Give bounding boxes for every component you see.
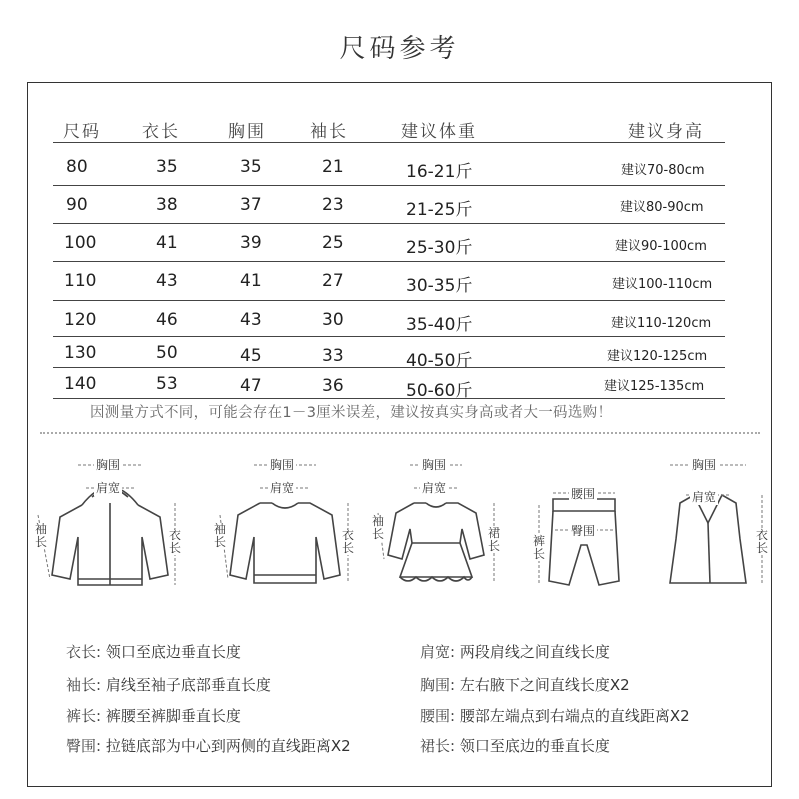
cell-height: 建议100-110cm	[612, 277, 713, 292]
cell-height: 建议110-120cm	[611, 316, 712, 331]
definition-desc: 肩线至袖子底部垂直长度	[105, 676, 271, 694]
sleeve-label: 袖长	[34, 522, 47, 549]
row-rule	[53, 336, 725, 337]
cell-size: 140	[64, 374, 97, 394]
cell-size: 120	[64, 310, 97, 330]
cell-length: 53	[156, 374, 178, 394]
shoulder-label: 肩宽	[270, 481, 295, 495]
definition-term: 臀围:	[66, 737, 102, 755]
cell-weight: 50-60斤	[406, 381, 473, 401]
definition-term: 腰围:	[420, 707, 456, 725]
definition-term: 肩宽:	[420, 643, 456, 661]
page-title: 尺码参考	[339, 34, 460, 64]
header-height: 建议身高	[628, 122, 704, 142]
cell-size: 130	[64, 343, 97, 363]
dress-figure	[370, 455, 510, 595]
row-rule	[53, 223, 725, 224]
cell-size: 100	[64, 233, 97, 253]
cell-length: 50	[156, 343, 178, 363]
cell-length: 43	[156, 271, 178, 291]
row-rule	[53, 261, 725, 262]
cell-weight: 21-25斤	[406, 200, 473, 220]
vest-illustration	[650, 455, 780, 595]
chest-label: 胸围	[422, 458, 447, 472]
length-label: 裤长	[532, 534, 545, 561]
row-rule	[53, 300, 725, 301]
chest-label: 胸围	[692, 458, 717, 472]
definition-item	[420, 705, 690, 726]
dotted-divider	[40, 432, 760, 434]
definition-desc: 拉链底部为中心到两侧的直线距离X2	[105, 737, 351, 755]
cell-chest: 47	[240, 376, 262, 396]
shoulder-label: 肩宽	[96, 481, 121, 495]
shoulder-label: 肩宽	[692, 490, 717, 504]
cell-length: 35	[156, 157, 178, 177]
definition-term: 衣长:	[66, 643, 102, 661]
definition-item	[420, 674, 630, 695]
cell-height: 建议70-80cm	[621, 163, 705, 178]
chest-label: 胸围	[96, 458, 121, 472]
cell-chest: 41	[240, 271, 262, 291]
jacket-illustration	[30, 455, 190, 595]
row-rule	[53, 367, 725, 368]
vest-figure	[650, 455, 780, 595]
sleeve-label: 袖长	[371, 514, 384, 541]
header-weight: 建议体重	[401, 122, 477, 142]
definition-item	[420, 735, 610, 756]
cell-weight: 16-21斤	[406, 162, 473, 182]
definition-term: 胸围:	[420, 676, 456, 694]
cell-sleeve: 21	[322, 157, 344, 177]
cell-sleeve: 25	[322, 233, 344, 253]
sweater-illustration	[210, 455, 360, 595]
definition-desc: 领口至底边垂直长度	[105, 643, 241, 661]
sweater-figure	[210, 455, 360, 595]
cell-height: 建议80-90cm	[620, 200, 704, 215]
waist-label: 腰围	[571, 487, 596, 501]
cell-chest: 43	[240, 310, 262, 330]
cell-height: 建议125-135cm	[604, 379, 705, 394]
cell-sleeve: 30	[322, 310, 344, 330]
definition-desc: 领口至底边的垂直长度	[459, 737, 610, 755]
header-chest: 胸围	[228, 122, 266, 142]
header-length: 衣长	[142, 122, 180, 142]
row-rule	[53, 185, 725, 186]
length-label: 衣长	[755, 528, 768, 555]
cell-sleeve: 23	[322, 195, 344, 215]
definition-term: 裙长:	[420, 737, 456, 755]
shoulder-label: 肩宽	[422, 481, 447, 495]
cell-chest: 35	[240, 157, 262, 177]
definition-item	[66, 735, 351, 756]
length-label: 裙长	[487, 526, 500, 553]
cell-size: 90	[66, 195, 88, 215]
cell-weight: 30-35斤	[406, 276, 473, 296]
dress-illustration	[370, 455, 510, 595]
cell-chest: 39	[240, 233, 262, 253]
definition-desc: 裤腰至裤脚垂直长度	[105, 707, 241, 725]
cell-sleeve: 33	[322, 346, 344, 366]
length-label: 衣长	[168, 528, 181, 555]
cell-length: 41	[156, 233, 178, 253]
cell-height: 建议90-100cm	[615, 239, 707, 254]
cell-size: 110	[64, 271, 97, 291]
cell-size: 80	[66, 157, 88, 177]
hip-label: 臀围	[571, 524, 596, 538]
definition-term: 袖长:	[66, 676, 102, 694]
cell-height: 建议120-125cm	[607, 349, 708, 364]
sleeve-label: 袖长	[213, 522, 226, 549]
cell-length: 38	[156, 195, 178, 215]
length-label: 衣长	[341, 528, 354, 555]
cell-chest: 45	[240, 346, 262, 366]
pants-figure	[525, 455, 645, 595]
definition-desc: 腰部左端点到右端点的直线距离X2	[459, 707, 690, 725]
cell-weight: 25-30斤	[406, 238, 473, 258]
cell-chest: 37	[240, 195, 262, 215]
definition-item	[420, 641, 610, 662]
cell-length: 46	[156, 310, 178, 330]
header-size: 尺码	[63, 122, 101, 142]
cell-weight: 35-40斤	[406, 315, 473, 335]
definition-item	[66, 674, 271, 695]
jacket-figure	[30, 455, 190, 595]
chest-label: 胸围	[270, 458, 295, 472]
definition-desc: 左右腋下之间直线长度X2	[459, 676, 630, 694]
cell-weight: 40-50斤	[406, 351, 473, 371]
header-rule	[53, 142, 725, 143]
definition-item	[66, 705, 241, 726]
measurement-note: 因测量方式不同，可能会存在1－3厘米误差，建议按真实身高或者大一码选购！	[90, 405, 613, 421]
definition-item	[66, 641, 241, 662]
cell-sleeve: 36	[322, 376, 344, 396]
cell-sleeve: 27	[322, 271, 344, 291]
row-rule	[53, 398, 725, 399]
definition-desc: 两段肩线之间直线长度	[459, 643, 610, 661]
header-sleeve: 袖长	[310, 122, 348, 142]
definition-term: 裤长:	[66, 707, 102, 725]
